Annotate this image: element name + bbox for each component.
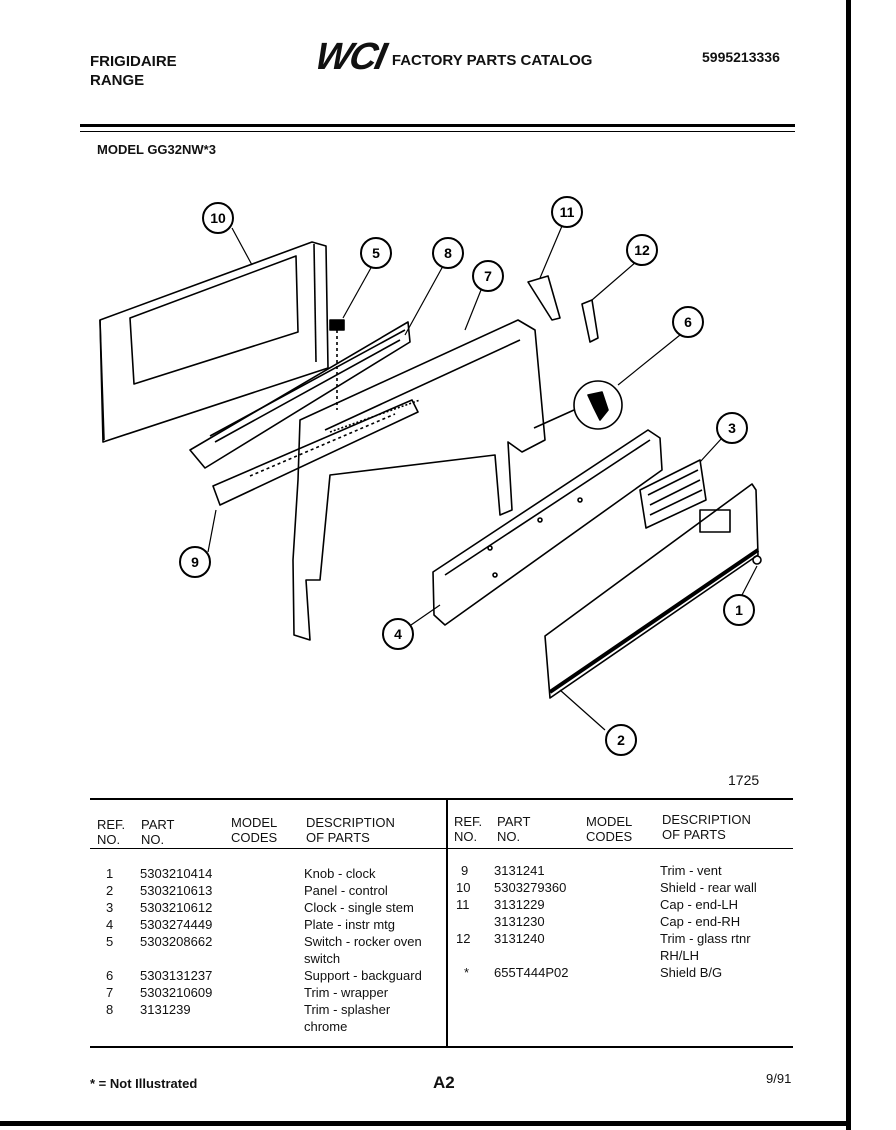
table-row-desc: Trim - splasher chrome xyxy=(304,1002,391,1034)
svg-text:2: 2 xyxy=(617,732,625,748)
callout-11 xyxy=(552,197,582,227)
callout-5 xyxy=(361,238,391,268)
right-desc-header: DESCRIPTION OF PARTS xyxy=(662,812,751,842)
svg-text:3: 3 xyxy=(728,420,736,436)
callout-7 xyxy=(473,261,503,291)
model-number: MODEL GG32NW*3 xyxy=(97,142,216,157)
table-row-desc: Cap - end-RH xyxy=(660,914,741,929)
table-row-part: 655T444P02 xyxy=(494,965,569,980)
page-border-bottom xyxy=(0,1121,851,1126)
table-row-desc: Trim - vent xyxy=(660,863,722,878)
svg-text:12: 12 xyxy=(634,242,650,258)
table-row-desc: Plate - instr mtg xyxy=(304,917,396,932)
table-row-desc: Cap - end-LH xyxy=(660,897,739,912)
clock-knob-part xyxy=(753,556,761,564)
table-top-rule xyxy=(90,798,793,800)
callout-4 xyxy=(383,619,413,649)
svg-text:1: 1 xyxy=(735,602,743,618)
support-backguard-part xyxy=(534,381,622,429)
callout-6 xyxy=(673,307,703,337)
table-row-ref: 2 xyxy=(106,883,114,898)
table-row-ref: 11 xyxy=(456,897,470,912)
exploded-parts-diagram xyxy=(80,185,800,775)
table-row-desc: Trim - glass rtnr RH/LH xyxy=(660,931,751,963)
table-row-part: 5303208662 xyxy=(140,934,213,949)
catalog-title-block xyxy=(311,36,593,79)
table-row-ref: 9 xyxy=(461,863,469,878)
catalog-number: 5995213336 xyxy=(702,49,780,65)
right-ref-header: REF. NO. xyxy=(454,814,483,844)
table-row-ref: 5 xyxy=(106,934,114,949)
page-number: A2 xyxy=(433,1073,455,1092)
control-panel-part xyxy=(545,484,758,698)
header-rule-thick xyxy=(80,124,795,127)
figure-number: 1725 xyxy=(728,772,760,788)
table-row-desc: Clock - single stem xyxy=(304,900,414,915)
table-row-desc: Trim - wrapper xyxy=(304,985,389,1000)
right-model-header: MODEL CODES xyxy=(586,814,633,844)
table-row-part: 3131239 xyxy=(140,1002,191,1017)
table-row-part: 5303131237 xyxy=(140,968,213,983)
rear-wall-shield-part xyxy=(100,242,328,442)
left-ref-header: REF. NO. xyxy=(97,817,126,847)
table-row-ref: 8 xyxy=(106,1002,114,1017)
table-row-desc: Knob - clock xyxy=(304,866,376,881)
svg-text:10: 10 xyxy=(210,210,226,226)
callout-12 xyxy=(627,235,657,265)
callout-10 xyxy=(203,203,233,233)
not-illustrated-note: * = Not Illustrated xyxy=(90,1076,198,1091)
table-row-desc: Support - backguard xyxy=(304,968,422,983)
svg-text:11: 11 xyxy=(559,204,575,220)
svg-text:9: 9 xyxy=(191,554,199,570)
left-model-header: MODEL CODES xyxy=(231,815,278,845)
table-row-part: 5303210613 xyxy=(140,883,213,898)
table-row-ref: 12 xyxy=(456,931,471,946)
table-row-ref: 1 xyxy=(106,866,114,881)
svg-text:7: 7 xyxy=(484,268,492,284)
callout-9 xyxy=(180,547,210,577)
table-row-part: 5303279360 xyxy=(494,880,567,895)
svg-text:6: 6 xyxy=(684,314,692,330)
catalog-title: FACTORY PARTS CATALOG xyxy=(391,52,593,69)
instrument-plate-part xyxy=(433,430,662,625)
table-row-ref: 7 xyxy=(106,985,114,1000)
table-row-part: 5303274449 xyxy=(140,917,213,932)
brand-block xyxy=(90,52,177,90)
svg-text:8: 8 xyxy=(444,245,452,261)
glass-retainer-part xyxy=(582,300,598,342)
table-row-part: 3131240 xyxy=(494,931,545,946)
table-row-ref: * xyxy=(464,965,470,980)
callout-8 xyxy=(433,238,463,268)
left-part-header: PART NO. xyxy=(141,817,175,847)
table-row-desc: Shield B/G xyxy=(660,965,723,980)
left-desc-header: DESCRIPTION OF PARTS xyxy=(306,815,395,845)
table-row-part: 5303210612 xyxy=(140,900,213,915)
splasher-trim-part xyxy=(190,322,410,468)
callout-leaders xyxy=(208,226,757,730)
brand-name: FRIGIDAIRE xyxy=(90,53,177,70)
table-column-divider xyxy=(446,800,448,1048)
page-border-right xyxy=(846,0,851,1130)
table-row-part: 5303210609 xyxy=(140,985,213,1000)
svg-text:5: 5 xyxy=(372,245,380,261)
table-row-part: 3131229 xyxy=(494,897,545,912)
vent-trim-part xyxy=(213,400,418,505)
table-row-ref: 6 xyxy=(106,968,114,983)
table-row-desc: Switch - rocker oven switch xyxy=(304,934,422,966)
header-rule-thin xyxy=(80,131,795,132)
product-name: RANGE xyxy=(90,72,145,89)
table-bottom-rule xyxy=(90,1046,793,1048)
callout-3 xyxy=(717,413,747,443)
table-row-part: 5303210414 xyxy=(140,866,213,881)
end-cap-part xyxy=(528,276,560,320)
clock-part xyxy=(640,460,706,528)
wci-logo: WCI xyxy=(311,36,389,78)
right-part-header: PART NO. xyxy=(497,814,531,844)
callout-1 xyxy=(724,595,754,625)
table-row-ref: 4 xyxy=(106,917,114,932)
table-row-ref: 3 xyxy=(106,900,114,915)
callout-2 xyxy=(606,725,636,755)
table-header-rule xyxy=(90,848,793,849)
table-row-desc: Panel - control xyxy=(304,883,388,898)
table-row-ref: 10 xyxy=(456,880,471,895)
table-row-part: 3131241 xyxy=(494,863,545,878)
table-row-part: 3131230 xyxy=(494,914,545,929)
table-row-desc: Shield - rear wall xyxy=(660,880,757,895)
revision-date: 9/91 xyxy=(766,1071,792,1086)
svg-text:4: 4 xyxy=(394,626,402,642)
